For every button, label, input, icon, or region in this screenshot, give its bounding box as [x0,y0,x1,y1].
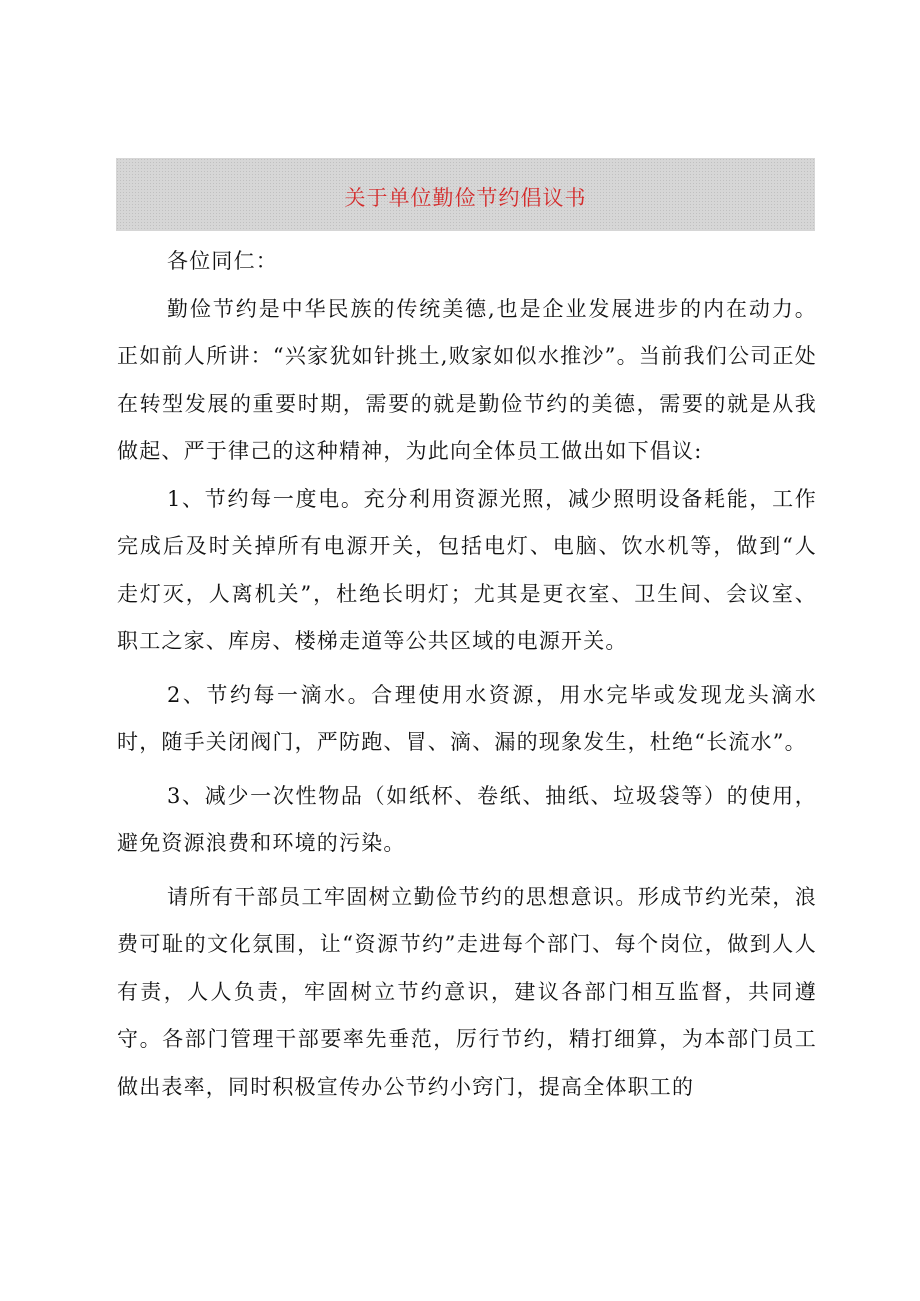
paragraph-save-water: 2、节约每一滴水。合理使用水资源，用水完毕或发现龙头滴水时，随手关闭阀门，严防跑、冒、滴、漏的现象发生，杜绝“长流水”。 [117,682,817,754]
document-body [117,238,817,1111]
document-title: 关于单位勤俭节约倡议书 [344,185,587,210]
paragraph-reduce-disposables: 3、减少一次性物品（如纸杯、卷纸、抽纸、垃圾袋等）的使用，避免资源浪费和环境的污染。 [117,783,817,855]
salutation: 各位同仁： [167,249,278,273]
paragraph-conclusion: 请所有干部员工牢固树立勤俭节约的思想意识。形成节约光荣，浪费可耻的文化氛围，让“资源节约”走进每个部门、每个岗位，做到人人有责，人人负责，牢固树立节约意识，建议各部门相互监督，共同遵守。各部门管理干部要率先垂范，厉行节约，精打细算，为本部门员工做出表率，同时积极宣传办公节约小窍门，提高全体职工的 [117,884,817,1099]
title-banner [116,158,815,231]
paragraph-intro: 勤俭节约是中华民族的传统美德,也是企业发展进步的内在动力。正如前人所讲：“兴家犹如针挑土,败家如似水推沙”。当前我们公司正处在转型发展的重要时期，需要的就是勤俭节约的美德，需要的就是从我做起、严于律己的这种精神，为此向全体员工做出如下倡议: [117,296,817,463]
paragraph-save-electricity: 1、节约每一度电。充分利用资源光照，减少照明设备耗能，工作完成后及时关掉所有电源开关，包括电灯、电脑、饮水机等，做到“人走灯灭，人离机关”，杜绝长明灯；尤其是更衣室、卫生间、会议室、职工之家、库房、楼梯走道等公共区域的电源开关。 [117,486,817,653]
